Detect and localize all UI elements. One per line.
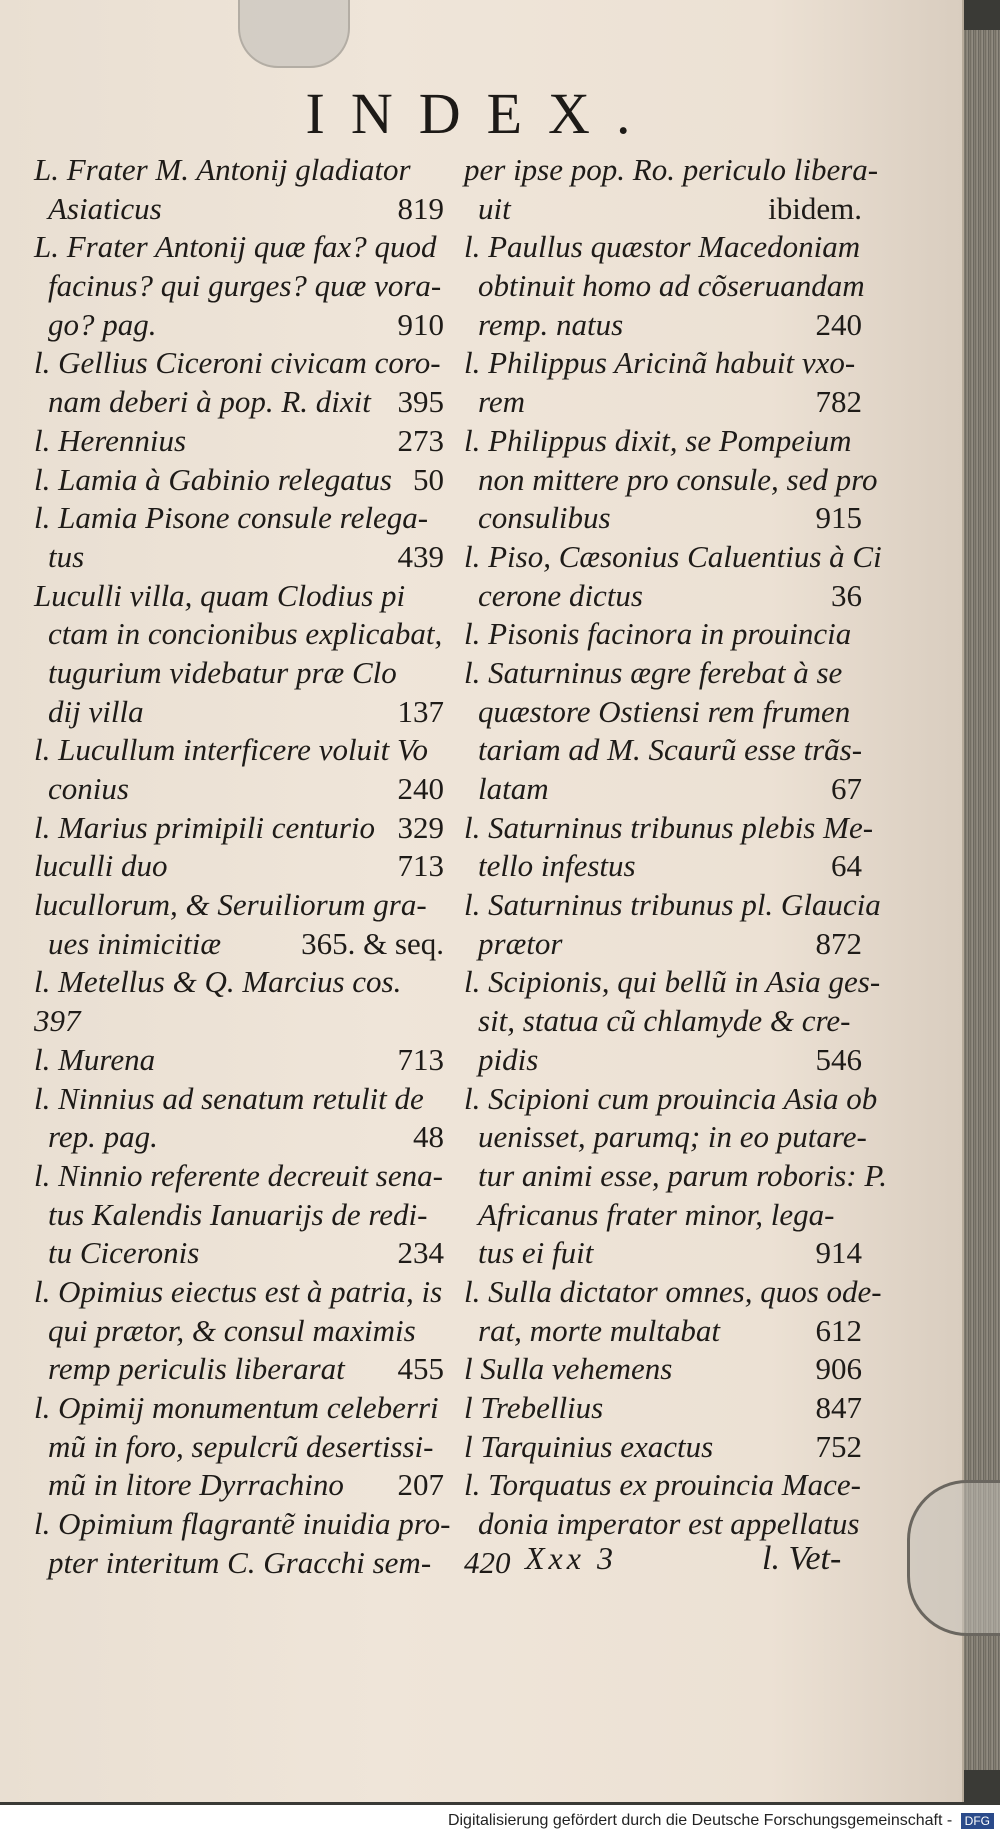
index-line xyxy=(34,771,444,810)
index-entry-text: prætor xyxy=(478,925,563,961)
index-entry-text: cerone dictus xyxy=(478,577,643,613)
index-entry-text: l. Lamia à Gabinio relegatus xyxy=(34,461,392,497)
index-entry-text: consulibus xyxy=(478,500,611,536)
index-entry-text: conius xyxy=(48,771,129,806)
index-page-number: 48 xyxy=(413,1119,444,1155)
index-line xyxy=(34,191,444,230)
index-entry-text: tu Ciceronis xyxy=(48,1235,200,1271)
index-line xyxy=(464,191,862,230)
index-entry-text: l. Philippus dixit, se Pompeium xyxy=(464,422,852,458)
index-line xyxy=(464,771,862,810)
index-entry-text: l. Ninnio referente decreuit sena- xyxy=(34,1157,443,1193)
index-line xyxy=(464,694,862,733)
index-line xyxy=(34,1158,444,1197)
index-page-number: 782 xyxy=(815,384,862,420)
index-line xyxy=(464,732,862,771)
index-entry-text: mũ in litore Dyrrachino xyxy=(48,1467,344,1503)
index-page-number: ibidem. xyxy=(768,190,862,226)
index-page-number: 240 xyxy=(815,306,862,342)
index-line xyxy=(34,655,444,694)
index-line xyxy=(464,964,881,1003)
index-entry-text: l. Sulla dictator omnes, quos ode- xyxy=(464,1273,882,1309)
index-entry-text: l Trebellius xyxy=(464,1390,604,1425)
index-entry-text: Asiaticus xyxy=(48,190,162,226)
index-entry-text: l. Metellus & Q. Marcius cos. xyxy=(34,964,402,1000)
index-entry-text: pidis xyxy=(478,1041,539,1077)
index-entry-text: l. Paullus quæstor Macedoniam xyxy=(464,229,861,265)
index-line xyxy=(34,1429,444,1468)
index-line xyxy=(34,1506,451,1545)
index-entry-text: facinus? qui gurges? quæ vora- xyxy=(48,268,442,304)
index-line xyxy=(464,1003,862,1042)
index-line xyxy=(34,462,444,501)
index-page-number: 137 xyxy=(397,693,444,729)
index-line xyxy=(464,926,862,965)
index-entry-text: l. Saturninus tribunus pl. Glaucia xyxy=(464,887,881,923)
index-entry-text: 397 xyxy=(34,1003,81,1039)
index-line xyxy=(464,578,862,617)
index-column-left xyxy=(34,152,451,1583)
index-entry-text: uenisset, parumq; in eo putare- xyxy=(478,1119,867,1155)
digitization-credit xyxy=(0,1812,1000,1830)
index-line xyxy=(34,229,444,268)
index-page-number: 329 xyxy=(397,809,444,845)
index-line xyxy=(464,345,862,384)
index-line xyxy=(34,1003,444,1042)
index-entry-text: latam xyxy=(478,771,549,806)
index-entry-text: go? pag. xyxy=(48,306,157,342)
index-line xyxy=(34,268,444,307)
index-entry-text: Africanus frater minor, lega- xyxy=(478,1196,835,1232)
index-line xyxy=(34,1119,444,1158)
index-line xyxy=(464,809,874,849)
index-line xyxy=(464,655,862,694)
index-entry-text: tus Kalendis Ianuarijs de redi- xyxy=(48,1196,428,1232)
index-line xyxy=(34,1042,444,1081)
index-page-number: 914 xyxy=(815,1235,862,1271)
index-line xyxy=(34,1351,444,1390)
index-page-number: 910 xyxy=(397,306,444,342)
index-line xyxy=(464,500,862,539)
index-entry-text: rem xyxy=(478,384,526,420)
index-line xyxy=(464,1313,862,1352)
index-page-number: 847 xyxy=(815,1390,862,1425)
index-entry-text: sit, statua cũ chlamyde & cre- xyxy=(478,1003,851,1039)
index-line xyxy=(464,1235,862,1274)
index-line xyxy=(34,307,444,346)
index-line xyxy=(464,848,862,887)
index-line xyxy=(464,1119,867,1158)
index-line xyxy=(464,1273,882,1313)
index-line xyxy=(34,926,444,965)
index-entry-text: l. Lucullum interficere voluit Vo xyxy=(34,732,429,768)
index-page-number: 713 xyxy=(397,848,444,884)
index-entry-text: L. Frater Antonij quæ fax? quod xyxy=(34,229,437,265)
index-line xyxy=(34,616,444,655)
index-entry-text: l. Marius primipili centurio xyxy=(34,809,375,845)
index-line xyxy=(464,423,862,462)
index-entry-text: tello infestus xyxy=(478,848,636,884)
index-line xyxy=(464,1157,888,1197)
index-line xyxy=(464,1042,862,1081)
index-page-number: 365. & seq. xyxy=(301,925,444,961)
index-line xyxy=(464,887,881,926)
index-entry-text: non mittere pro consule, sed pro xyxy=(478,461,878,497)
index-page-number: 273 xyxy=(397,422,444,458)
index-entry-text: remp periculis liberarat xyxy=(48,1351,345,1387)
index-line xyxy=(34,423,444,462)
dfg-logo: DFG xyxy=(961,1813,994,1829)
index-entry-text: l. Opimius eiectus est à patria, is xyxy=(34,1273,443,1309)
index-entry-text: tugurium videbatur præ Clo xyxy=(48,654,397,690)
index-page-number: 872 xyxy=(815,925,862,961)
index-page-number: 64 xyxy=(831,848,862,884)
index-entry-text: l. Herennius xyxy=(34,422,187,458)
index-line xyxy=(34,500,444,539)
index-entry-text: l. Lamia Pisone consule relega- xyxy=(34,500,429,536)
index-entry-text: l. Gellius Ciceroni civicam coro- xyxy=(34,345,441,381)
index-entry-text: tus xyxy=(48,538,85,574)
index-line xyxy=(34,1274,444,1313)
index-column-right xyxy=(464,152,888,1583)
index-line xyxy=(464,616,862,655)
index-line xyxy=(34,732,444,771)
index-entry-text: uit xyxy=(478,190,511,226)
book-clip xyxy=(907,1480,1000,1636)
index-line xyxy=(464,1197,862,1236)
index-entry-text: tus ei fuit xyxy=(478,1235,594,1271)
index-entry-text: l. Torquatus ex prouincia Mace- xyxy=(464,1467,861,1503)
credit-text: Digitalisierung gefördert durch die Deutsche Forschungsgemeinschaft - xyxy=(447,1812,953,1829)
index-line xyxy=(34,539,444,578)
index-line xyxy=(464,1351,862,1390)
index-line xyxy=(464,538,882,578)
index-page-number: 546 xyxy=(815,1041,862,1077)
index-entry-text: qui prætor, & consul maximis xyxy=(48,1312,416,1348)
index-entry-text: donia imperator est appellatus xyxy=(478,1506,860,1542)
index-page-number: 819 xyxy=(397,190,444,226)
index-line xyxy=(34,345,444,384)
index-entry-text: Luculli villa, quam Clodius pi xyxy=(34,577,406,613)
index-page-number: 234 xyxy=(397,1235,444,1271)
index-entry-text: dij villa xyxy=(48,693,144,729)
index-entry-text: per ipse pop. Ro. periculo libera- xyxy=(464,152,879,187)
index-line xyxy=(34,1390,444,1429)
page-tab-marker xyxy=(238,0,350,68)
index-entry-text: ctam in concionibus explicabat, xyxy=(48,616,443,652)
index-line xyxy=(34,1235,444,1274)
index-line xyxy=(464,1390,862,1429)
index-entry-text: pter interitum C. Gracchi sem- xyxy=(48,1544,432,1580)
index-entry-text: quæstore Ostiensi rem frumen xyxy=(478,693,851,729)
index-entry-text: l. Opimium flagrantẽ inuidia pro- xyxy=(34,1506,451,1542)
index-line xyxy=(464,1506,862,1545)
index-entry-text: tur animi esse, parum roboris: P. xyxy=(478,1157,888,1193)
index-line xyxy=(464,229,862,268)
index-page-number: 439 xyxy=(397,538,444,574)
index-line xyxy=(464,461,878,501)
index-line xyxy=(34,1197,444,1236)
index-page-number: 395 xyxy=(397,384,444,420)
index-line xyxy=(34,1081,444,1120)
index-entry-text: l. Scipionis, qui bellũ in Asia ges- xyxy=(464,964,881,1000)
index-line xyxy=(464,1429,862,1468)
index-page-number: 207 xyxy=(397,1467,444,1503)
index-page-number: 713 xyxy=(397,1041,444,1077)
index-entry-text: l. Murena xyxy=(34,1041,156,1077)
index-page-number: 612 xyxy=(815,1312,862,1348)
index-entry-text: mũ in foro, sepulcrũ desertissi- xyxy=(48,1428,434,1464)
index-page-number: 36 xyxy=(831,577,862,613)
index-entry-text: l Sulla vehemens xyxy=(464,1351,673,1387)
index-entry-text: 420 xyxy=(464,1544,511,1580)
index-line xyxy=(34,152,444,191)
index-entry-text: tariam ad M. Scaurũ esse trãs- xyxy=(478,732,863,768)
index-entry-text: rat, morte multabat xyxy=(478,1312,720,1348)
index-line xyxy=(34,384,444,423)
index-entry-text: ues inimicitiæ xyxy=(48,925,222,961)
index-line xyxy=(464,152,879,191)
index-entry-text: luculli duo xyxy=(34,848,168,884)
page-header: INDEX. xyxy=(305,81,657,146)
index-page-number: 240 xyxy=(397,771,444,806)
index-entry-text: l Tarquinius exactus xyxy=(464,1428,714,1464)
index-line xyxy=(34,1545,444,1584)
index-page-number: 752 xyxy=(815,1428,862,1464)
index-page-number: 455 xyxy=(397,1351,444,1387)
signature-mark: Xxx 3 xyxy=(525,1540,617,1576)
index-page-number: 915 xyxy=(815,500,862,536)
index-line xyxy=(464,384,862,423)
index-line xyxy=(34,1467,444,1506)
index-line xyxy=(34,848,444,887)
index-entry-text: rep. pag. xyxy=(48,1119,158,1155)
index-entry-text: l. Piso, Cæsonius Caluentius à Ci xyxy=(464,538,882,574)
index-entry-text: l. Ninnius ad senatum retulit de xyxy=(34,1080,424,1116)
index-entry-text: l. Saturninus tribunus plebis Me- xyxy=(464,809,874,845)
index-page-number: 67 xyxy=(831,771,862,806)
index-entry-text: remp. natus xyxy=(478,306,624,342)
index-line xyxy=(34,810,444,849)
index-line xyxy=(464,1080,878,1120)
index-line xyxy=(464,268,865,307)
index-entry-text: l. Pisonis facinora in prouincia xyxy=(464,616,852,652)
index-line xyxy=(34,887,444,926)
index-entry-text: l. Saturninus ægre ferebat à se xyxy=(464,654,843,690)
index-line xyxy=(464,1467,862,1506)
index-entry-text: l. Scipioni cum prouincia Asia ob xyxy=(464,1080,878,1116)
index-entry-text: obtinuit homo ad cõseruandam xyxy=(478,268,865,304)
index-entry-text: nam deberi à pop. R. dixit xyxy=(48,384,371,420)
index-entry-text: L. Frater M. Antonij gladiator xyxy=(34,152,411,187)
index-page-number: 906 xyxy=(815,1351,862,1387)
index-page-number: 50 xyxy=(413,461,444,497)
index-entry-text: l. Opimij monumentum celeberri xyxy=(34,1390,439,1425)
catchword: l. Vet- xyxy=(762,1540,842,1577)
index-line xyxy=(34,578,444,617)
index-entry-text: lucullorum, & Seruiliorum gra- xyxy=(34,887,427,923)
index-line xyxy=(34,964,444,1003)
index-line xyxy=(34,694,444,733)
index-entry-text: l. Philippus Aricinã habuit vxo- xyxy=(464,345,856,381)
index-line xyxy=(464,307,862,346)
index-line xyxy=(34,1313,444,1352)
